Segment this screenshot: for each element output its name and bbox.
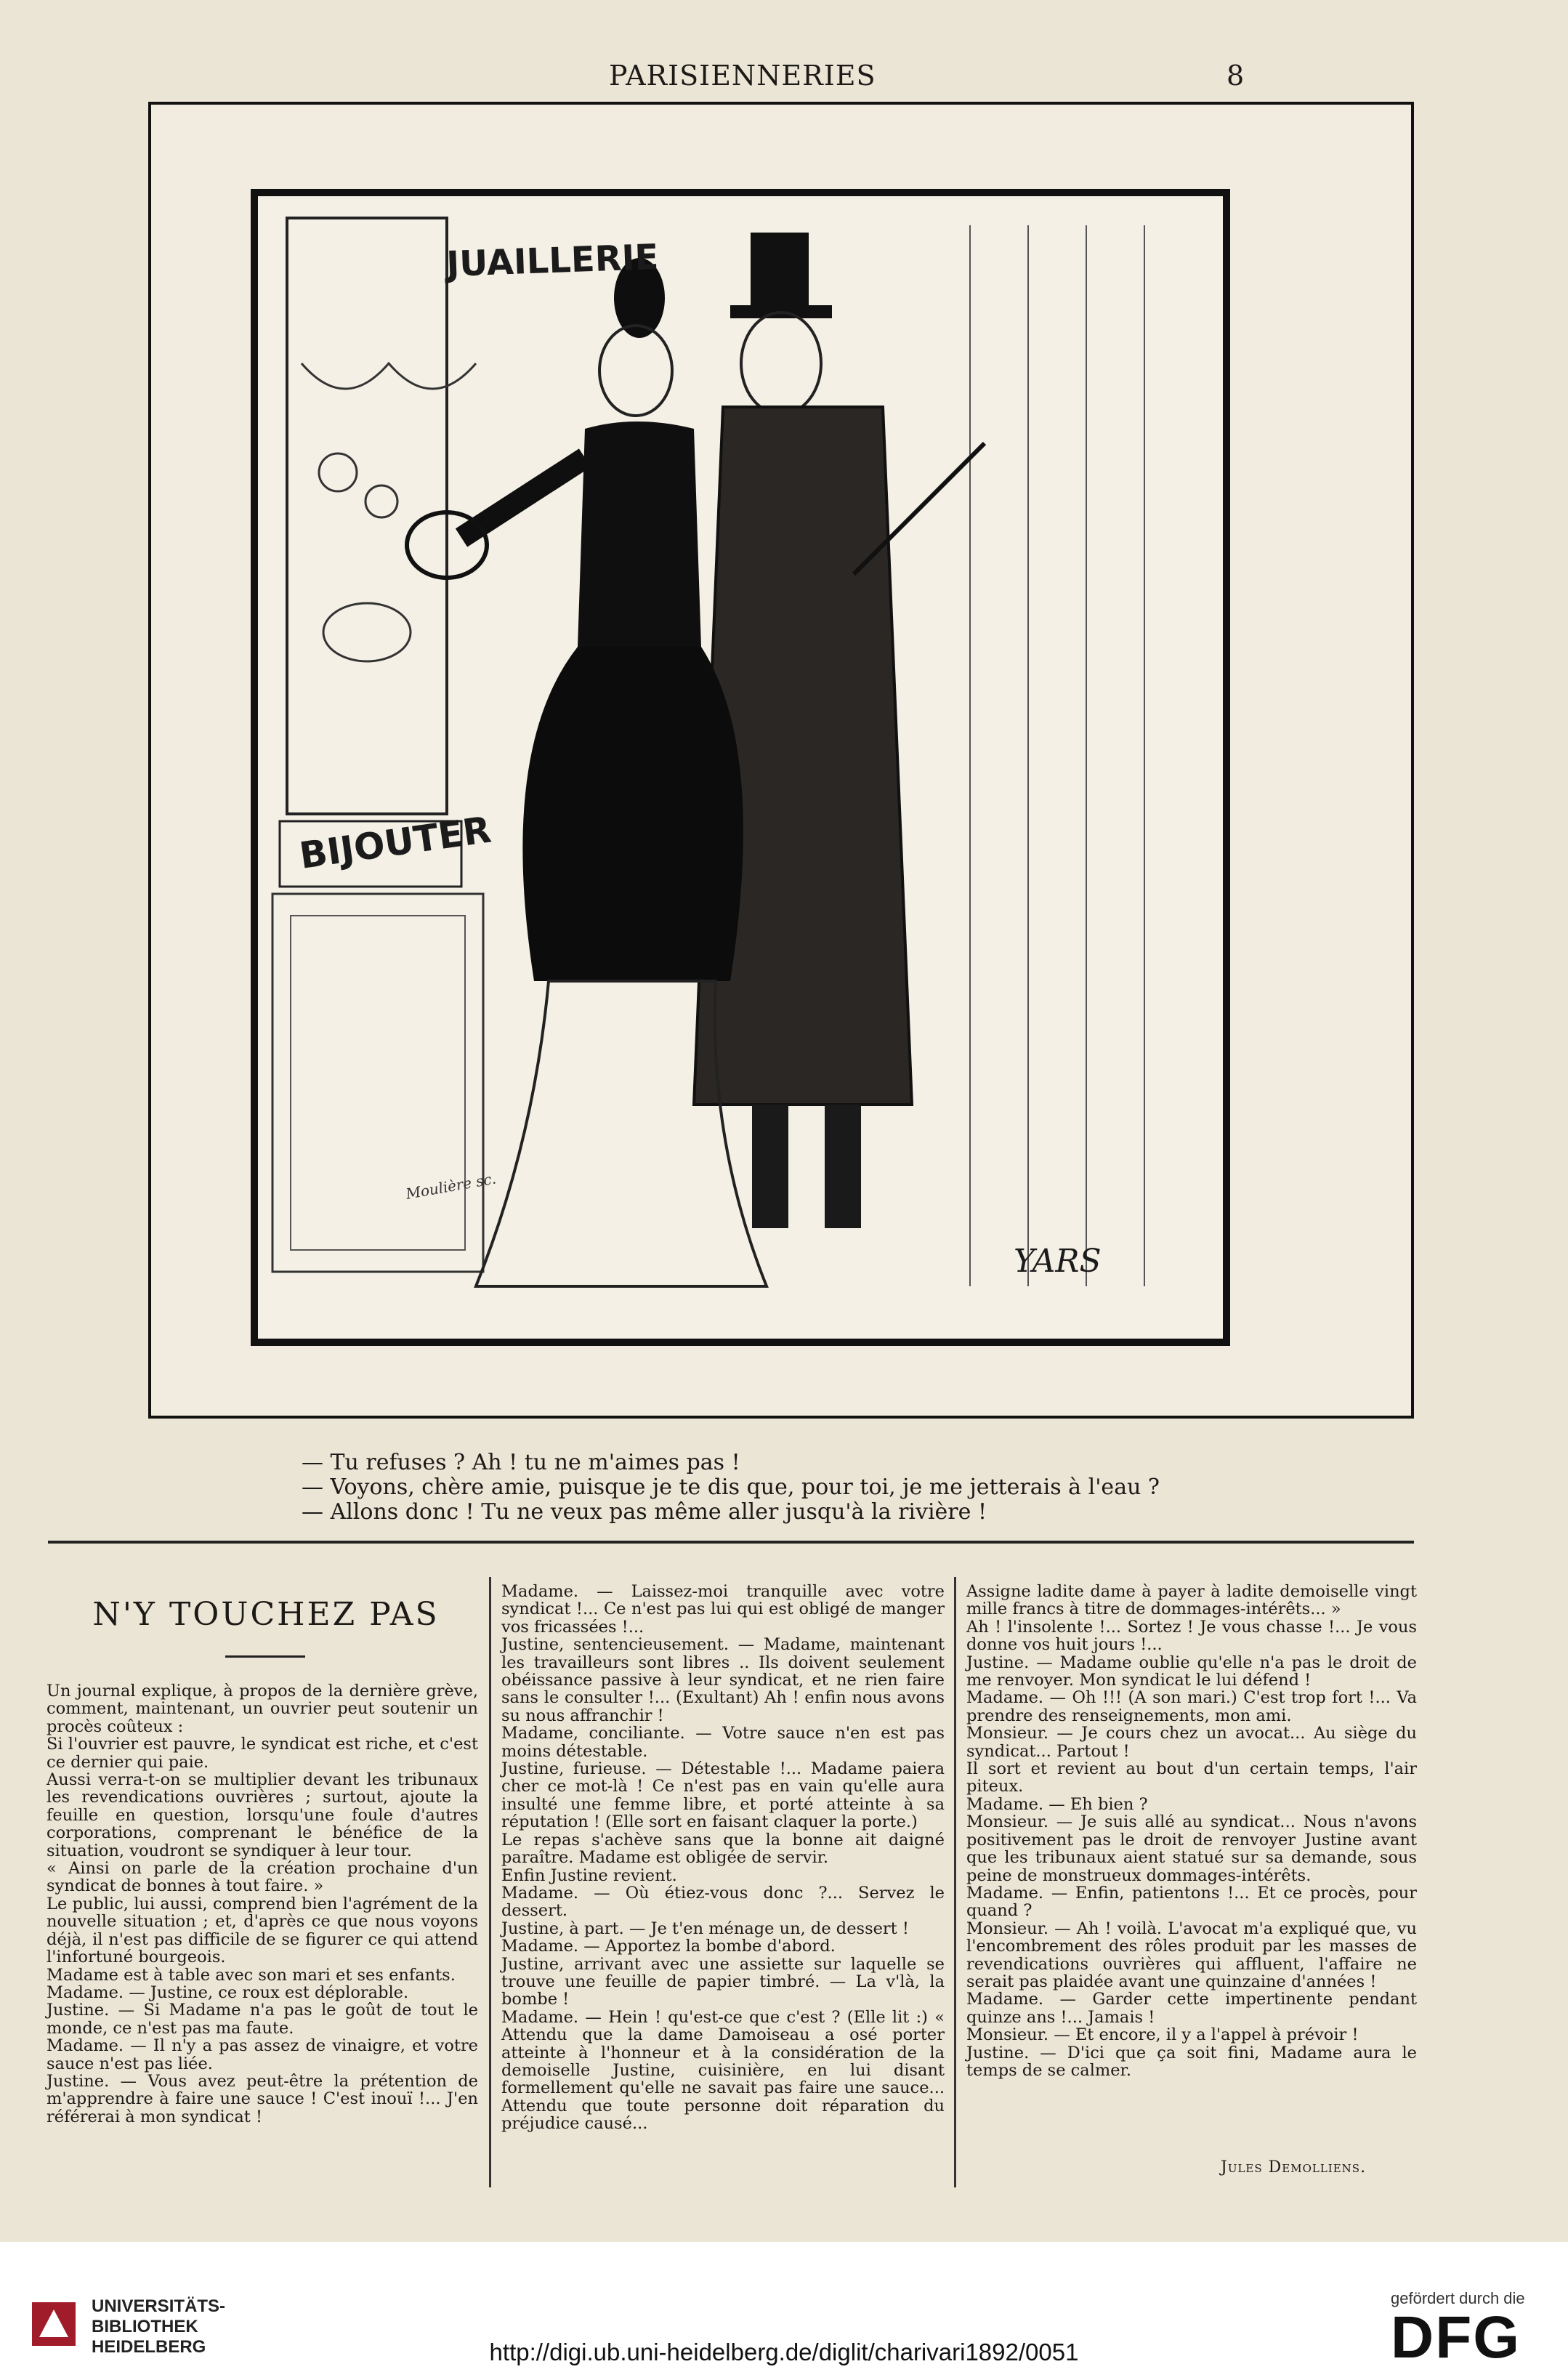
paragraph: Enfin Justine revient.: [501, 1865, 677, 1885]
paragraph: Justine. — Vous avez peut-être la prétention de m'apprendre à faire une sauce ! C'est inouï !... J'en référerai à mon syndicat !: [47, 2071, 478, 2126]
paragraph: Madame. — Garder cette impertinente pendant quinze ans !... Jamais !: [966, 1990, 1417, 2027]
background-hatching: [970, 225, 1144, 1286]
title-rule: [225, 1655, 305, 1658]
paragraph: Madame. — Justine, ce roux est déplorable.: [47, 1982, 409, 2002]
article-title: N'Y TOUCHEZ PAS: [92, 1596, 440, 1633]
paragraph: Justine, sentencieusement. — Madame, maintenant les travailleurs sont libres .. Ils doivent seulement obéissance passive à leur syndicat, et ne rien faire sans le consulter !... (Exultant) Ah ! enfin nous avons su nous affranchir !: [501, 1635, 945, 1725]
head: [599, 326, 672, 416]
paragraph: Madame. — Laissez-moi tranquille avec votre syndicat !... Ce n'est pas lui qui est obligé de manger vos fricassées !...: [501, 1582, 945, 1637]
paragraph: Ah ! l'insolente !... Sortez ! Je vous chasse !... Je vous donne vos huit jours !...: [966, 1617, 1417, 1655]
caption-line: — Tu refuses ? Ah ! tu ne m'aimes pas !: [302, 1450, 740, 1475]
article-column-2: [501, 1583, 945, 2133]
author-signature: Jules Demolliens.: [1221, 2158, 1367, 2177]
column-separator: [489, 1577, 491, 2187]
paragraph: Madame, conciliante. — Votre sauce n'en est pas moins détestable.: [501, 1724, 945, 1761]
paragraph: Madame. — Où étiez-vous donc ?... Servez le dessert.: [501, 1883, 945, 1921]
jewel-box: [365, 485, 397, 517]
engraver-signature: Moulière sc.: [404, 1169, 498, 1203]
paragraph: Monsieur. — Je cours chez un avocat... Au siège du syndicat... Partout !: [966, 1724, 1417, 1761]
paragraph: Monsieur. — Je suis allé au syndicat... Nous n'avons positivement pas le droit de renvoyer Justine avant que les tribunaux aient statué sur sa demande, sous peine de monstrueux dommages-intérêts.: [966, 1812, 1417, 1885]
article-column-3: [966, 1583, 1417, 2079]
paragraph: Un journal explique, à propos de la dernière grève, comment, maintenant, un ouvrier peut soutenir un procès coûteux :: [47, 1682, 478, 1736]
paragraph: Madame. — Oh !!! (A son mari.) C'est trop fort !... Va prendre des renseignements, mon ami.: [966, 1688, 1417, 1725]
article-column-1: [47, 1682, 478, 2126]
paragraph: Madame. — Apportez la bombe d'abord.: [501, 1937, 836, 1956]
running-head: PARISIENNERIES: [609, 60, 876, 92]
source-url-link[interactable]: http://digi.ub.uni-heidelberg.de/diglit/charivari1892/0051: [489, 2339, 1079, 2365]
artist-signature: YARS: [1014, 1243, 1102, 1280]
head: [741, 312, 821, 414]
dfg-logo-text: DFG: [1391, 2304, 1521, 2371]
paragraph: Le repas s'achève sans que la bonne ait daigné paraître. Madame est obligée de servir.: [501, 1830, 945, 1868]
paragraph: Madame. — Il n'y a pas assez de vinaigre, et votre sauce n'est pas liée.: [47, 2036, 478, 2073]
paragraph: Assigne ladite dame à payer à ladite demoiselle vingt mille francs à titre de dommages-intérêts... »: [966, 1582, 1417, 1619]
paragraph: Madame. — Enfin, patientons !... Et ce procès, pour quand ?: [966, 1883, 1417, 1921]
paragraph: Aussi verra-t-on se multiplier devant les tribunaux les revendications ouvrières ; surtout, ajoute la feuille en question, lorsqu'une foule d'autres corporations, comprenant le bénéfice de la situation, voudront se syndiquer à leur tour.: [47, 1770, 478, 1860]
shop-window: [287, 218, 447, 814]
column-separator: [954, 1577, 956, 2187]
illustration: [251, 189, 1230, 1346]
section-rule: [48, 1541, 1414, 1544]
paragraph: Monsieur. — Et encore, il y a l'appel à prévoir !: [966, 2025, 1359, 2045]
paragraph: Madame est à table avec son mari et ses enfants.: [47, 1965, 456, 1985]
skirt: [522, 647, 743, 981]
caption-line: — Allons donc ! Tu ne veux pas même aller jusqu'à la rivière !: [302, 1499, 987, 1525]
jewel-box: [319, 453, 357, 491]
paragraph: Justine. — D'ici que ça soit fini, Madame aura le temps de se calmer.: [966, 2043, 1417, 2080]
gentleman-figure: [694, 233, 985, 1228]
paragraph: Monsieur. — Ah ! voilà. L'avocat m'a expliqué que, vu l'encombrement des rôles produit par les masses de revendications ouvrières qui affluent, l'affaire ne serait pas plaidée avant une quinzaine d'années !: [966, 1919, 1417, 1991]
paragraph: « Ainsi on parle de la création prochaine d'un syndicat de bonnes à tout faire. »: [47, 1859, 478, 1896]
paragraph: Madame. — Hein ! qu'est-ce que c'est ? (Elle lit :) « Attendu que la dame Damoiseau a osé porter atteinte à l'honneur et à la considération de la demoiselle Justine, cuisinière, en lui disant formellement qu'elle ne savait pas faire une sauce... Attendu que toute personne doit réparation du préjudice causé...: [501, 2007, 945, 2134]
jewel-tray: [323, 603, 411, 661]
cartoon-caption: [302, 1451, 1160, 1525]
paragraph: Madame. — Eh bien ?: [966, 1794, 1148, 1814]
necklace-garland: [302, 363, 476, 389]
paragraph: Il sort et revient au bout d'un certain temps, l'air piteux.: [966, 1759, 1417, 1796]
lady-figure: [407, 258, 767, 1286]
page-number: 8: [1226, 60, 1245, 92]
caption-line: — Voyons, chère amie, puisque je te dis que, pour toi, je me jetterais à l'eau ?: [302, 1475, 1160, 1500]
paragraph: Justine, à part. — Je t'en ménage un, de dessert !: [501, 1919, 909, 1938]
paragraph: Justine. — Si Madame n'a pas le goût de tout le monde, ce n'est pas ma faute.: [47, 2001, 478, 2038]
funding-note: gefördert durch die: [1391, 2289, 1525, 2307]
sign-joaillerie: JUAILLERIE: [445, 236, 660, 285]
top-hat: [751, 233, 809, 312]
bodice: [578, 421, 701, 647]
paragraph: Si l'ouvrier est pauvre, le syndicat est riche, et c'est ce dernier qui paie.: [47, 1735, 478, 1772]
shop-panel-inner: [291, 916, 465, 1250]
sign-bijouterie: BIJOUTER: [296, 808, 494, 877]
funder-logo: [1391, 2289, 1525, 2372]
shop-panel: [272, 894, 483, 1272]
paragraph: Justine. — Madame oublie qu'elle n'a pas le droit de me renvoyer. Mon syndicat le lui défend !: [966, 1653, 1417, 1690]
paragraph: Justine, arrivant avec une assiette sur laquelle se trouve une feuille de papier timbré. — La v'là, la bombe !: [501, 1954, 945, 2009]
cartoon-drawing: [258, 196, 1223, 1339]
paragraph: Le public, lui aussi, comprend bien l'agrément de la nouvelle situation ; et, d'après ce que nous voyons déjà, il n'est pas difficile de se figurer ce qui attend l'infortuné bourgeois.: [47, 1894, 478, 1967]
paragraph: Justine, furieuse. — Détestable !... Madame paiera cher ce mot-là ! Ce n'est pas en vain qu'elle aura insulté une femme libre, et porté atteinte à sa réputation ! (Elle sort en faisant claquer la porte.): [501, 1759, 945, 1832]
